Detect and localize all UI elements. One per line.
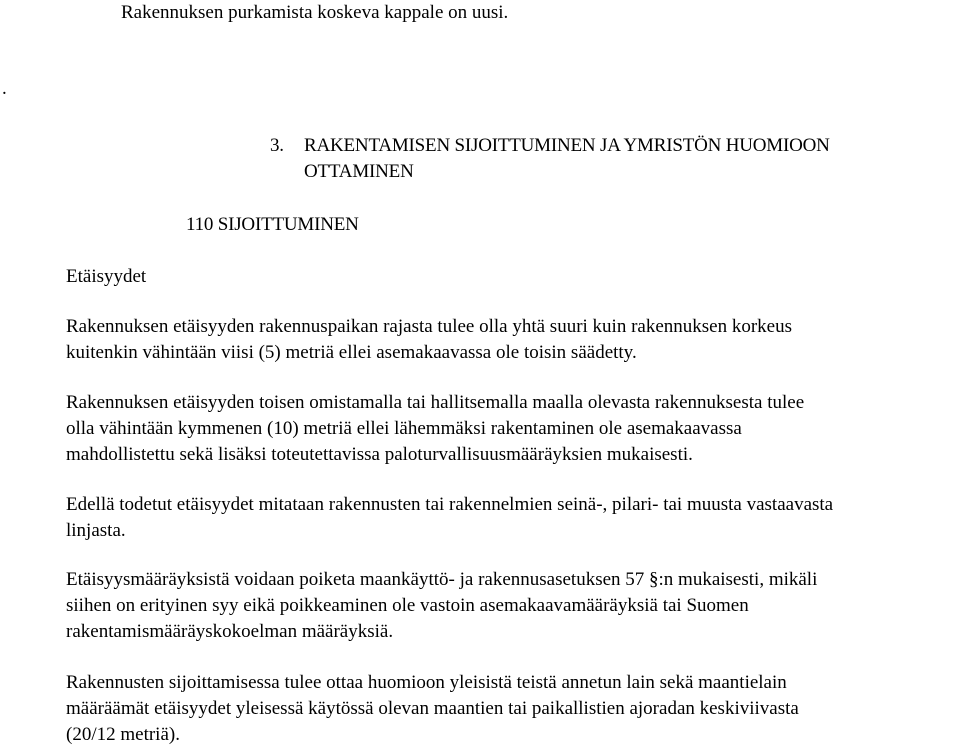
paragraph-line: siihen on erityinen syy eikä poikkeaminen ole vastoin asemakaavamääräyksiä tai Suomen	[66, 595, 749, 616]
paragraph-line: (20/12 metriä).	[66, 724, 180, 745]
paragraph-2	[66, 390, 956, 468]
paragraph-line: mahdollistettu sekä lisäksi toteutettavissa paloturvallisuusmääräyksien mukaisesti.	[66, 444, 693, 465]
paragraph-line: Etäisyysmääräyksistä voidaan poiketa maankäyttö- ja rakennusasetuksen 57 §:n mukaisesti, mikäli	[66, 569, 818, 590]
paragraph-line: olla vähintään kymmenen (10) metriä ellei lähemmäksi rakentaminen ole asemakaavassa	[66, 418, 742, 439]
subheading-etaisyydet: Etäisyydet	[66, 266, 147, 287]
paragraph-line: rakentamismääräyskokoelman määräyksiä.	[66, 621, 394, 642]
paragraph-3	[66, 492, 956, 544]
paragraph-line: Rakennuksen etäisyyden rakennuspaikan rajasta tulee olla yhtä suuri kuin rakennuksen korkeus	[66, 316, 793, 337]
paragraph-line: Edellä todetut etäisyydet mitataan rakennusten tai rakennelmien seinä-, pilari- tai muusta vastaavasta	[66, 494, 834, 515]
paragraph-5	[66, 670, 956, 748]
paragraph-line: kuitenkin vähintään viisi (5) metriä ellei asemakaavassa ole toisin säädetty.	[66, 342, 637, 363]
section-title-line2: OTTAMINEN	[304, 161, 414, 182]
paragraph-line: linjasta.	[66, 520, 126, 541]
paragraph-line: Rakennusten sijoittamisessa tulee ottaa huomioon yleisistä teistä annetun lain sekä maantielain	[66, 672, 787, 693]
top-note: Rakennuksen purkamista koskeva kappale on uusi.	[121, 2, 509, 23]
paragraph-line: Rakennuksen etäisyyden toisen omistamalla tai hallitsemalla maalla olevasta rakennuksesta tulee	[66, 392, 805, 413]
paragraph-line: määräämät etäisyydet yleisessä käytössä olevan maantien tai paikallistien ajoradan keskiviivasta	[66, 698, 799, 719]
paragraph-1	[66, 314, 956, 366]
section-title-line1: RAKENTAMISEN SIJOITTUMINEN JA YMRISTÖN HUOMIOON	[304, 135, 830, 156]
stray-dot: .	[2, 78, 7, 99]
section-number: 3.	[270, 135, 284, 156]
subsection-title: 110 SIJOITTUMINEN	[186, 214, 359, 235]
paragraph-4	[66, 567, 956, 645]
